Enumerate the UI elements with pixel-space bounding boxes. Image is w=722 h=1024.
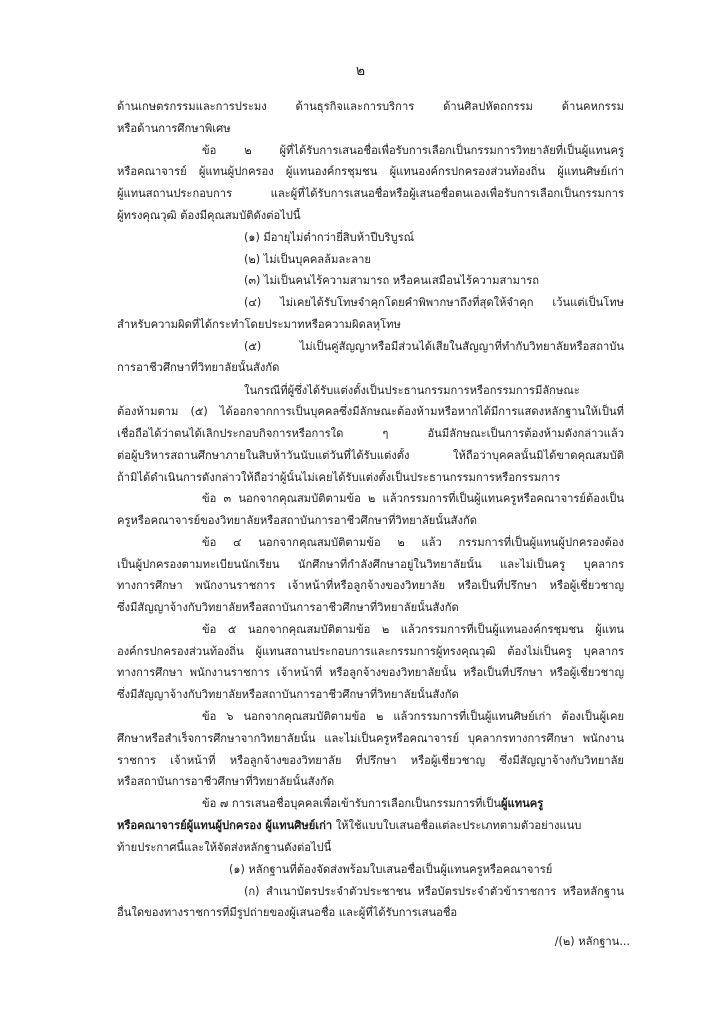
text-line: ทางการศึกษา พนักงานราชการ เจ้าหน้าที่หรือลูกจ้างของวิทยาลัย หรือเป็นที่ปรึกษา หรือผู้เชี่ยวชาญ — [117, 579, 624, 592]
clause-7-text: ข้อ ๗ การเสนอชื่อบุคคลเพื่อเข้ารับการเลือกเป็นกรรมการที่เป็น — [202, 797, 501, 810]
text-line: ราชการ เจ้าหน้าที่ หรือลูกจ้างของวิทยาลัย ที่ปรึกษา หรือผู้เชี่ยวชาญ ซึ่งมีสัญญาจ้างกับวิทยาลัย — [117, 754, 624, 767]
text-line: องค์กรปกครองส่วนท้องถิ่น ผู้แทนสถานประกอบการและกรรมการผู้ทรงคุณวุฒิ ต้องไม่เป็นครู บุคลากร — [117, 645, 624, 658]
text-line: เป็นผู้ปกครองตามทะเบียนนักเรียน นักศึกษาที่กำลังศึกษาอยู่ในวิทยาลัยนั้น และไม่เป็นครู บุคลากร — [117, 558, 624, 571]
text-line: ศึกษาหรือสำเร็จการศึกษาจากวิทยาลัยนั้น และไม่เป็นครูหรือคณาจารย์ บุคลากรทางการศึกษา พนักงาน — [117, 732, 624, 745]
text-line: ในกรณีที่ผู้ซึ่งได้รับแต่งตั้งเป็นประธานกรรมการหรือกรรมการมีลักษณะ — [244, 384, 580, 397]
text-line: หรือด้านการศึกษาพิเศษ — [117, 122, 231, 135]
text-line: (๑) มีอายุไม่ต่ำกว่ายี่สิบห้าปีบริบูรณ์ — [244, 231, 415, 244]
text-line: ครูหรือคณาจารย์ของวิทยาลัยหรือสถาบันการอาชีวศึกษาที่วิทยาลัยนั้นสังกัด — [117, 514, 477, 527]
text-line: การอาชีวศึกษาที่วิทยาลัยนั้นสังกัด — [117, 361, 280, 374]
clause-7-bold-2: หรือคณาจารย์ผู้แทนผู้ปกครอง ผู้แทนศิษย์เก่า — [117, 819, 333, 832]
clause-7-line — [202, 796, 624, 811]
text-line: ท้ายประกาศนี้และให้จัดส่งหลักฐานดังต่อไปนี้ — [117, 841, 332, 854]
text-line: ข้อ ๔ นอกจากคุณสมบัติตามข้อ ๒ แล้ว กรรมการที่เป็นผู้แทนผู้ปกครองต้อง — [202, 536, 624, 549]
text-line: (๑) หลักฐานที่ต้องจัดส่งพร้อมใบเสนอชื่อเป็นผู้แทนครูหรือคณาจารย์ — [229, 863, 553, 876]
text-line: ซึ่งมีสัญญาจ้างกับวิทยาลัยหรือสถาบันการอาชีวศึกษาที่วิทยาลัยนั้นสังกัด — [117, 601, 459, 614]
text-line: ข้อ ๖ นอกจากคุณสมบัติตามข้อ ๒ แล้วกรรมการที่เป็นผู้แทนศิษย์เก่า ต้องเป็นผู้เคย — [202, 710, 624, 723]
text-line: ข้อ ๒ ผู้ที่ได้รับการเสนอชื่อเพื่อรับการเลือกเป็นกรรมการวิทยาลัยที่เป็นผู้แทนครู — [202, 144, 624, 157]
text-line: (๕) ไม่เป็นคู่สัญญาหรือมีส่วนได้เสียในสัญญาที่ทำกับวิทยาลัยหรือสถาบัน — [244, 340, 624, 353]
text-line: หรือคณาจารย์ ผู้แทนผู้ปกครอง ผู้แทนองค์กรชุมชน ผู้แทนองค์กรปกครองส่วนท้องถิ่น ผู้แทนศิษย์เก่า — [117, 165, 624, 178]
text-line: ถ้ามิได้ดำเนินการดังกล่าวให้ถือว่าผู้นั้นไม่เคยได้รับแต่งตั้งเป็นประธานกรรมการหรือกรรมการ — [117, 471, 561, 484]
text-line: ด้านเกษตรกรรมและการประมง ด้านธุรกิจและการบริการ ด้านศิลปหัตถกรรม ด้านคหกรรม — [117, 100, 624, 113]
text-line: ต้องห้ามตาม (๕) ได้ออกจากการเป็นบุคคลซึ่งมีลักษณะต้องห้ามหรือหากได้มีการแสดงหลักฐานให้เป็นที่ — [117, 405, 624, 418]
text-line: ต่อผู้บริหารสถานศึกษาภายในสิบห้าวันนับแต่วันที่ได้รับแต่งตั้ง ให้ถือว่าบุคคลนั้นมิได้ขาดคุณสมบัติ — [117, 449, 624, 462]
text-line: (๓) ไม่เป็นคนไร้ความสามารถ หรือคนเสมือนไร้ความสามารถ — [244, 274, 540, 287]
text-line: ซึ่งมีสัญญาจ้างกับวิทยาลัยหรือสถาบันการอาชีวศึกษาที่วิทยาลัยนั้นสังกัด — [117, 688, 459, 701]
clause-7-bold: ผู้แทนครู — [500, 797, 544, 810]
text-line: ข้อ ๕ นอกจากคุณสมบัติตามข้อ ๒ แล้วกรรมการที่เป็นผู้แทนองค์กรชุมชน ผู้แทน — [202, 623, 624, 636]
text-line: อื่นใดของทางราชการที่มีรูปถ่ายของผู้เสนอชื่อ และผู้ที่ได้รับการเสนอชื่อ — [117, 906, 458, 919]
text-line: ผู้แทนสถานประกอบการ และผู้ที่ได้รับการเสนอชื่อหรือผู้เสนอชื่อตนเองเพื่อรับการเลือกเป็นกรรมการ — [117, 187, 624, 200]
text-line: (๒) ไม่เป็นบุคคลล้มละลาย — [244, 253, 371, 266]
text-line: สำหรับความผิดที่ได้กระทำโดยประมาทหรือความผิดลหุโทษ — [117, 318, 401, 331]
text-line: ผู้ทรงคุณวุฒิ ต้องมีคุณสมบัติดังต่อไปนี้ — [117, 209, 301, 222]
text-line: ทางการศึกษา พนักงานราชการ เจ้าหน้าที่ หรือลูกจ้างของวิทยาลัยนั้น หรือเป็นที่ปรึกษา หรือผู้เชี่ยวชาญ — [117, 666, 624, 679]
text-line: เชื่อถือได้ว่าตนได้เลิกประกอบกิจการหรือการใด ๆ อันมีลักษณะเป็นการต้องห้ามดังกล่าวแล้ว — [117, 427, 624, 440]
text-line: (ก) สำเนาบัตรประจำตัวประชาชน หรือบัตรประจำตัวข้าราชการ หรือหลักฐาน — [244, 885, 624, 898]
clause-7-continuation — [117, 818, 624, 833]
clause-7-text-2: ให้ใช้แบบใบเสนอชื่อแต่ละประเภทตามตัวอย่างแนบ — [332, 819, 582, 832]
text-line: หรือสถาบันการอาชีวศึกษาที่วิทยาลัยนั้นสังกัด — [117, 775, 335, 788]
text-line: ข้อ ๓ นอกจากคุณสมบัติตามข้อ ๒ แล้วกรรมการที่เป็นผู้แทนครูหรือคณาจารย์ต้องเป็น — [202, 492, 624, 505]
page-number: ๒ — [355, 63, 367, 79]
continuation-footer: /(๒) หลักฐาน... — [554, 935, 630, 948]
text-line: (๔) ไม่เคยได้รับโทษจำคุกโดยคำพิพากษาถึงที่สุดให้จำคุก เว้นแต่เป็นโทษ — [244, 296, 624, 309]
